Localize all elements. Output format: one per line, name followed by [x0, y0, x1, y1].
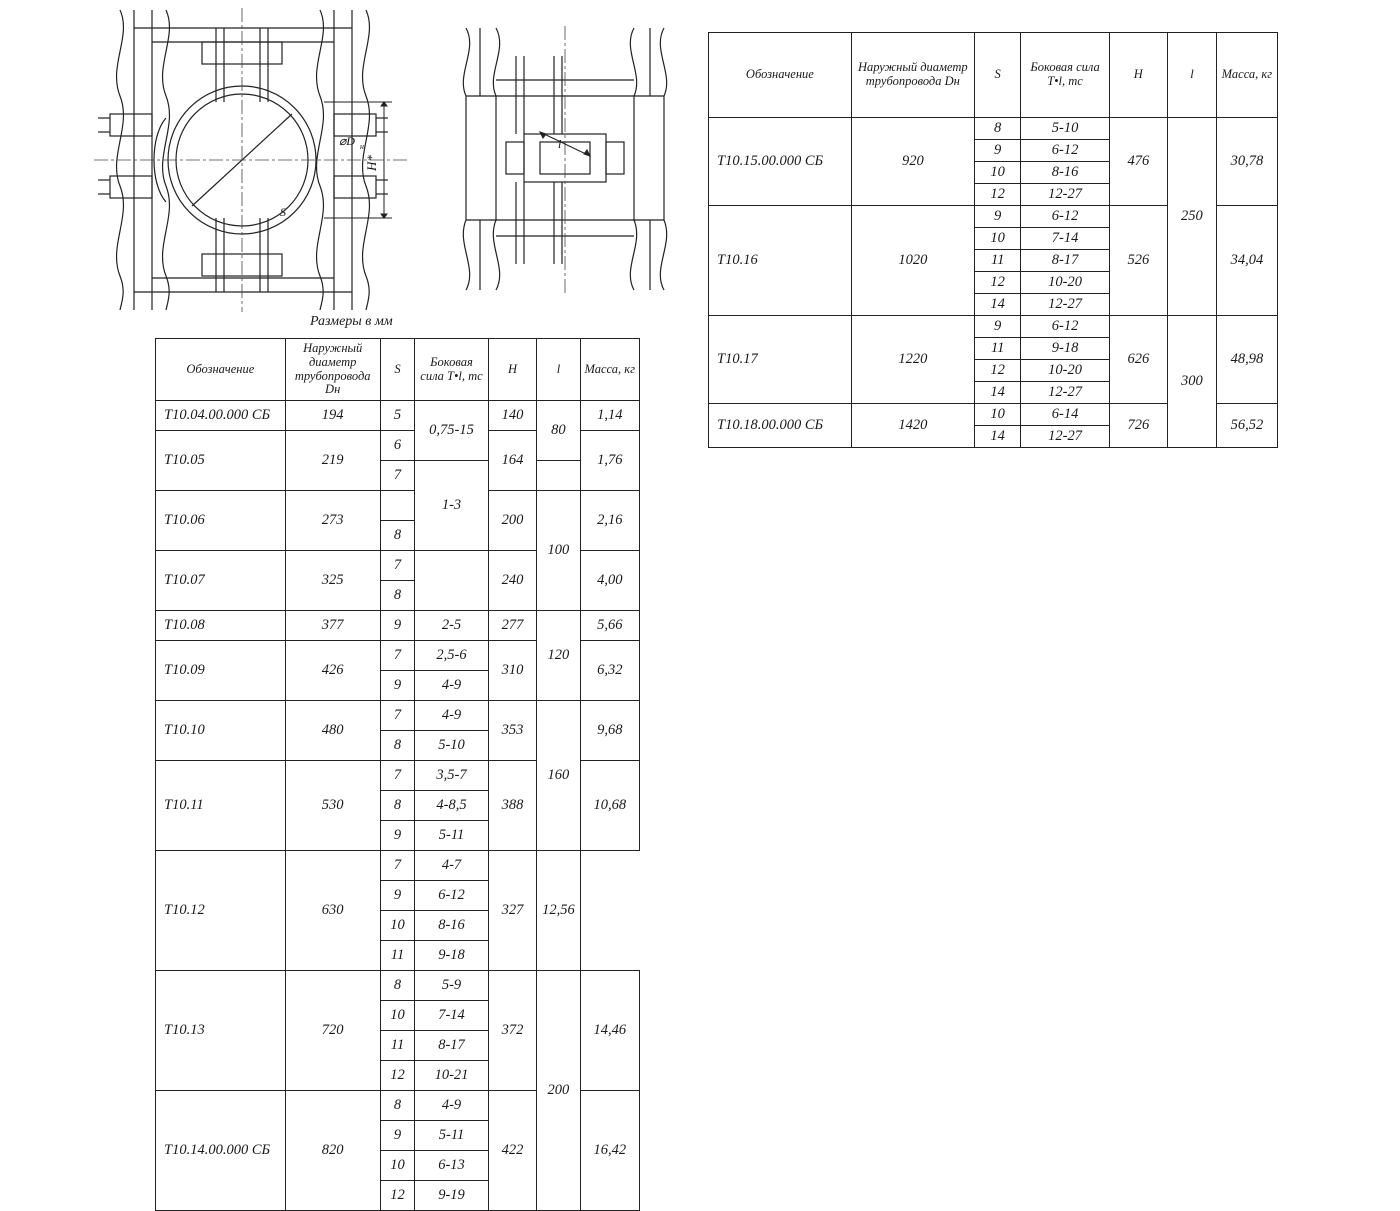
- cell-force: 0,75-15: [415, 401, 488, 461]
- th-mass: Масса, кг: [580, 339, 639, 401]
- cell-s: 7: [380, 851, 415, 881]
- cell-dn: 426: [285, 641, 380, 701]
- cell-dn: 920: [851, 118, 974, 206]
- th-outer-diameter: Наружный диаметр трубопровода Dн: [285, 339, 380, 401]
- cell-force: 5-10: [415, 731, 488, 761]
- cell-h: 626: [1109, 316, 1167, 404]
- cell-s: 9: [974, 206, 1021, 228]
- cell-h: 388: [488, 761, 537, 851]
- cell-force: 8-17: [415, 1031, 488, 1061]
- cell-h: 353: [488, 701, 537, 761]
- cell-force: 6-14: [1021, 404, 1109, 426]
- cell-designation: Т10.18.00.000 СБ: [709, 404, 852, 448]
- cell-mass: 14,46: [580, 971, 639, 1091]
- th-designation: Обозначение: [156, 339, 286, 401]
- cell-designation: Т10.05: [156, 431, 286, 491]
- cell-s: 7: [380, 761, 415, 791]
- cell-s: 8: [380, 581, 415, 611]
- cell-mass: 5,66: [580, 611, 639, 641]
- cell-dn: 219: [285, 431, 380, 491]
- cell-mass: 9,68: [580, 701, 639, 761]
- sizes-caption: Размеры в мм: [310, 314, 393, 329]
- cell-dn: 820: [285, 1091, 380, 1211]
- cell-designation: Т10.13: [156, 971, 286, 1091]
- cell-s: 9: [380, 671, 415, 701]
- table-row: [156, 611, 640, 641]
- cell-s: 14: [974, 426, 1021, 448]
- cell-s: 7: [380, 551, 415, 581]
- cell-force: 5-11: [415, 1121, 488, 1151]
- th-l: l: [1168, 33, 1217, 118]
- th-designation: Обозначение: [709, 33, 852, 118]
- th-outer-diameter: Наружный диаметр трубопровода Dн: [851, 33, 974, 118]
- cell-s: 9: [380, 611, 415, 641]
- label-length: l: [558, 137, 562, 151]
- main-dimensions-table: [155, 338, 640, 1211]
- cell-force: 8-16: [1021, 162, 1109, 184]
- cell-force: 5-11: [415, 821, 488, 851]
- cell-force: [415, 551, 488, 611]
- cell-s: 7: [380, 641, 415, 671]
- cell-s: 8: [974, 118, 1021, 140]
- cell-force: 6-12: [1021, 140, 1109, 162]
- cell-mass: 48,98: [1216, 316, 1277, 404]
- cell-dn: 194: [285, 401, 380, 431]
- cell-mass: 4,00: [580, 551, 639, 611]
- table-row: [156, 401, 640, 431]
- cell-force: 12-27: [1021, 294, 1109, 316]
- cell-force: 4-9: [415, 1091, 488, 1121]
- th-h: H: [488, 339, 537, 401]
- cell-dn: 720: [285, 971, 380, 1091]
- cell-l: 100: [537, 491, 580, 611]
- cell-s: 8: [380, 521, 415, 551]
- cell-s: 8: [380, 791, 415, 821]
- cell-dn: 377: [285, 611, 380, 641]
- cell-h: 526: [1109, 206, 1167, 316]
- cell-dn: 1020: [851, 206, 974, 316]
- cell-force: 5-10: [1021, 118, 1109, 140]
- th-l: l: [537, 339, 580, 401]
- cell-force: 4-8,5: [415, 791, 488, 821]
- cell-mass: 10,68: [580, 761, 639, 851]
- cell-s: 10: [974, 404, 1021, 426]
- table-right-header-row: [709, 33, 1278, 118]
- cell-force: 9-18: [1021, 338, 1109, 360]
- cell-h: 164: [488, 431, 537, 491]
- cell-l: 300: [1168, 316, 1217, 448]
- cell-force: 6-12: [1021, 316, 1109, 338]
- cell-s: 10: [974, 162, 1021, 184]
- cell-l: 120: [537, 611, 580, 701]
- cell-designation: Т10.16: [709, 206, 852, 316]
- cell-s: 8: [380, 1091, 415, 1121]
- cell-force: 1-3: [415, 461, 488, 551]
- cell-force: 4-9: [415, 671, 488, 701]
- cell-designation: Т10.17: [709, 316, 852, 404]
- cell-designation: Т10.07: [156, 551, 286, 611]
- cell-designation: Т10.15.00.000 СБ: [709, 118, 852, 206]
- cell-s: 10: [974, 228, 1021, 250]
- table-right: [708, 32, 1278, 448]
- cell-h: 240: [488, 551, 537, 611]
- cell-s: 12: [380, 1181, 415, 1211]
- cell-designation: Т10.14.00.000 СБ: [156, 1091, 286, 1211]
- table-main-header-row: [156, 339, 640, 401]
- cell-h: 476: [1109, 118, 1167, 206]
- cell-designation: Т10.04.00.000 СБ: [156, 401, 286, 431]
- label-thickness: S: [280, 205, 286, 219]
- cell-s: 9: [380, 1121, 415, 1151]
- cell-s: 11: [380, 941, 415, 971]
- front-view-clamp-drawing: [92, 6, 412, 316]
- cell-s: 9: [974, 140, 1021, 162]
- side-view-clamp-drawing: [450, 24, 680, 296]
- table-row: [709, 316, 1278, 338]
- cell-h: 200: [488, 491, 537, 551]
- cell-s: 14: [974, 294, 1021, 316]
- table-row: [156, 851, 640, 881]
- cell-mass: 30,78: [1216, 118, 1277, 206]
- cell-force: 12-27: [1021, 426, 1109, 448]
- th-mass: Масса, кг: [1216, 33, 1277, 118]
- cell-force: 2-5: [415, 611, 488, 641]
- cell-force: 10-20: [1021, 272, 1109, 294]
- cell-l: 160: [537, 701, 580, 851]
- cell-dn: 1220: [851, 316, 974, 404]
- cell-force: 5-9: [415, 971, 488, 1001]
- svg-text:н: н: [360, 142, 364, 151]
- cell-force: 7-14: [415, 1001, 488, 1031]
- cell-force: 3,5-7: [415, 761, 488, 791]
- cell-s: 14: [974, 382, 1021, 404]
- cell-dn: 325: [285, 551, 380, 611]
- cell-s: 8: [380, 731, 415, 761]
- cell-designation: Т10.10: [156, 701, 286, 761]
- cell-force: 9-18: [415, 941, 488, 971]
- cell-h: 372: [488, 971, 537, 1091]
- cell-mass: 1,14: [580, 401, 639, 431]
- cell-force: 4-9: [415, 701, 488, 731]
- cell-s: 5: [380, 401, 415, 431]
- extended-dimensions-table: [708, 32, 1278, 448]
- cell-dn: 530: [285, 761, 380, 851]
- cell-force: 10-21: [415, 1061, 488, 1091]
- th-h: H: [1109, 33, 1167, 118]
- cell-mass: 12,56: [537, 851, 580, 971]
- cell-force: 10-20: [1021, 360, 1109, 382]
- cell-mass: 1,76: [580, 431, 639, 491]
- cell-h: 140: [488, 401, 537, 431]
- cell-s: 9: [974, 316, 1021, 338]
- cell-force: 6-13: [415, 1151, 488, 1181]
- table-row: [709, 118, 1278, 140]
- cell-s: 10: [380, 1151, 415, 1181]
- cell-dn: 480: [285, 701, 380, 761]
- cell-h: 422: [488, 1091, 537, 1211]
- cell-s: 12: [974, 272, 1021, 294]
- cell-s: 8: [380, 971, 415, 1001]
- cell-designation: Т10.06: [156, 491, 286, 551]
- cell-s: 7: [380, 701, 415, 731]
- cell-mass: 2,16: [580, 491, 639, 551]
- cell-force: 12-27: [1021, 184, 1109, 206]
- cell-s: 11: [974, 250, 1021, 272]
- cell-force: 9-19: [415, 1181, 488, 1211]
- cell-dn: 1420: [851, 404, 974, 448]
- cell-dn: 273: [285, 491, 380, 551]
- cell-l: 250: [1168, 118, 1217, 316]
- cell-s: 7: [380, 461, 415, 491]
- cell-h: 310: [488, 641, 537, 701]
- cell-force: 2,5-6: [415, 641, 488, 671]
- th-s: S: [380, 339, 415, 401]
- cell-force: 7-14: [1021, 228, 1109, 250]
- cell-s: 11: [974, 338, 1021, 360]
- cell-mass: 34,04: [1216, 206, 1277, 316]
- cell-designation: Т10.09: [156, 641, 286, 701]
- table-row: [156, 491, 640, 521]
- cell-designation: Т10.12: [156, 851, 286, 971]
- cell-s: 10: [380, 1001, 415, 1031]
- cell-s: 9: [380, 881, 415, 911]
- cell-force: 12-27: [1021, 382, 1109, 404]
- cell-force: 8-16: [415, 911, 488, 941]
- table-row: [156, 971, 640, 1001]
- cell-l: 80: [537, 401, 580, 461]
- label-height: H*: [364, 155, 379, 171]
- th-s: S: [974, 33, 1021, 118]
- cell-s: 10: [380, 911, 415, 941]
- cell-s: [380, 491, 415, 521]
- table-main: [155, 338, 640, 1211]
- th-lateral-force: Боковая сила Т•l, тс: [415, 339, 488, 401]
- cell-s: 12: [974, 184, 1021, 206]
- cell-dn: 630: [285, 851, 380, 971]
- label-diameter: ⌀D: [339, 134, 355, 148]
- cell-force: 6-12: [1021, 206, 1109, 228]
- cell-s: 6: [380, 431, 415, 461]
- cell-force: 4-7: [415, 851, 488, 881]
- th-lateral-force: Боковая сила Т•l, тс: [1021, 33, 1109, 118]
- cell-force: 8-17: [1021, 250, 1109, 272]
- cell-mass: 6,32: [580, 641, 639, 701]
- cell-mass: 56,52: [1216, 404, 1277, 448]
- cell-designation: Т10.08: [156, 611, 286, 641]
- cell-h: 277: [488, 611, 537, 641]
- cell-l: 200: [537, 971, 580, 1211]
- cell-force: 6-12: [415, 881, 488, 911]
- cell-s: 12: [380, 1061, 415, 1091]
- cell-h: 327: [488, 851, 537, 971]
- cell-designation: Т10.11: [156, 761, 286, 851]
- cell-mass: 16,42: [580, 1091, 639, 1211]
- cell-s: 11: [380, 1031, 415, 1061]
- cell-h: 726: [1109, 404, 1167, 448]
- table-row: [156, 701, 640, 731]
- cell-s: 9: [380, 821, 415, 851]
- cell-s: 12: [974, 360, 1021, 382]
